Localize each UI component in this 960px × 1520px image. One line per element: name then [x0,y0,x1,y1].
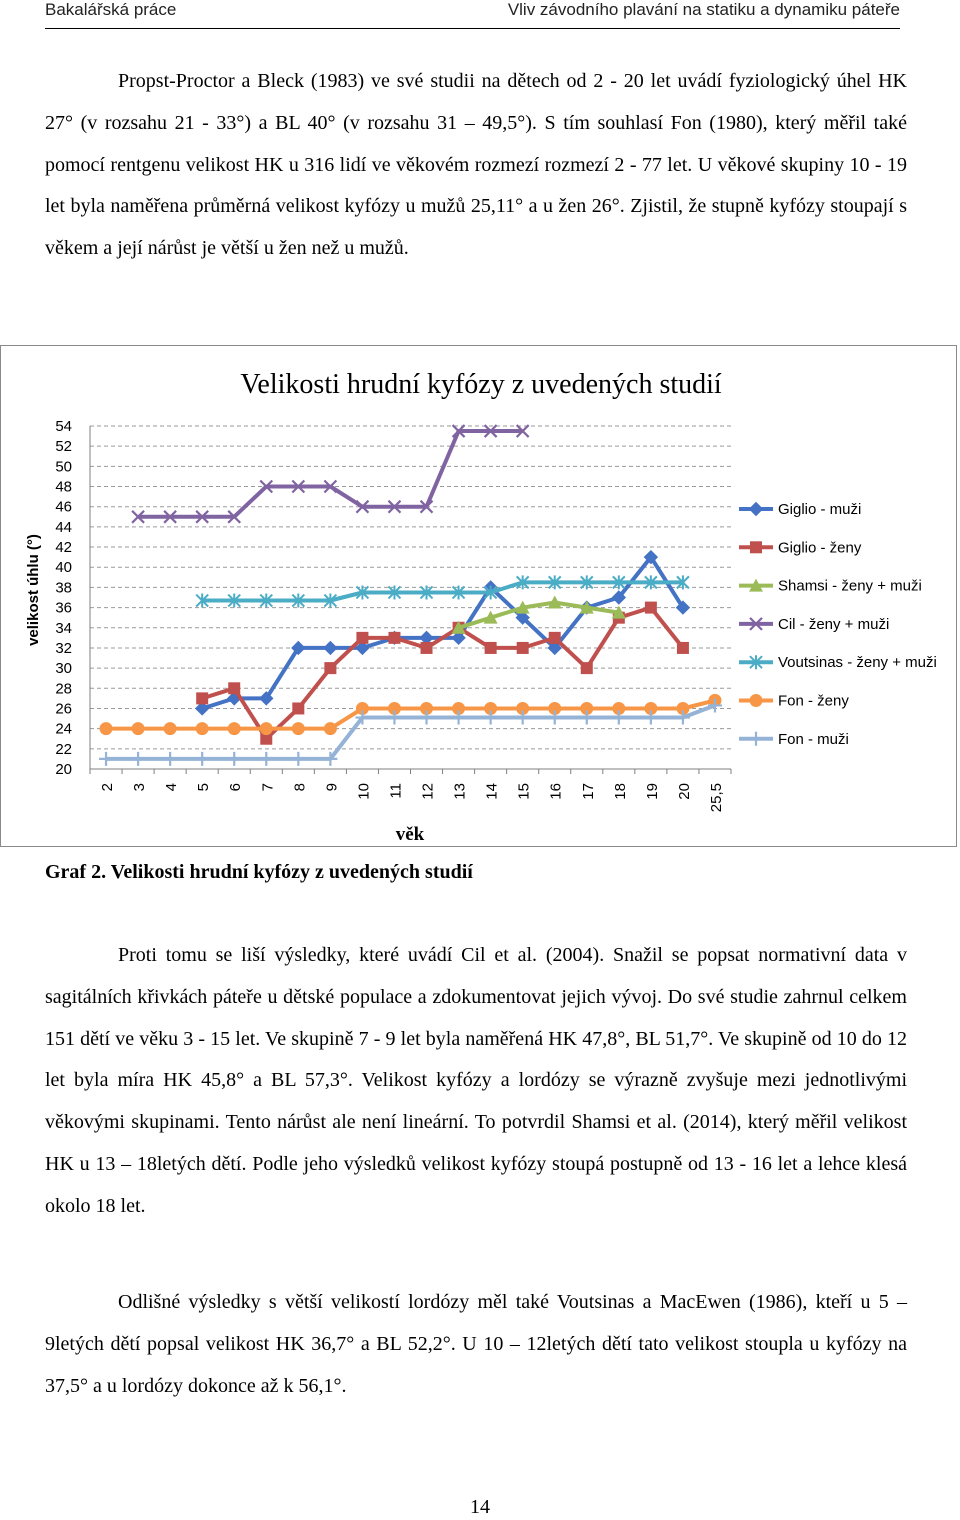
series-line-4 [202,582,683,600]
header-right-title: Vliv závodního plavání na statiku a dynamiku páteře [507,0,900,19]
y-tick-label: 28 [55,680,72,698]
chart-title: Velikosti hrudní kyfózy z uvedených studií [240,369,722,400]
y-tick-label: 38 [55,579,72,597]
series-6-point [163,752,177,766]
y-tick-label: 34 [55,619,72,637]
series-5-point [132,722,145,735]
x-tick-label: 16 [547,783,565,800]
legend-label: Giglio - muži [778,501,862,518]
x-tick-label: 7 [259,783,277,792]
x-tick-label: 13 [451,783,469,800]
series-1-point [581,662,593,674]
chart-svg [1,346,958,848]
y-tick-label: 26 [55,700,72,718]
x-tick-label: 5 [195,783,213,792]
x-tick-label: 6 [227,783,245,792]
kyphosis-chart [0,345,957,847]
series-line-3 [138,431,523,517]
legend-label: Cil - ženy + muži [778,615,890,633]
series-5-point [196,722,209,735]
y-tick-label: 42 [55,539,72,557]
y-tick-label: 30 [55,660,72,678]
y-tick-label: 44 [55,518,72,536]
page-header [45,0,900,29]
x-tick-label: 25,5 [707,783,725,813]
x-tick-label: 8 [291,783,309,792]
y-tick-label: 52 [55,438,72,456]
series-5-point [228,722,241,735]
series-6-point [291,752,305,766]
y-tick-label: 50 [55,458,72,476]
legend-label: Giglio - ženy [778,539,862,557]
x-tick-label: 20 [675,783,693,800]
x-tick-label: 2 [99,783,117,792]
x-tick-label: 3 [131,783,149,792]
x-tick-label: 4 [163,783,181,792]
paragraph-propst-proctor: Propst-Proctor a Bleck (1983) ve své studii na dětech od 2 - 20 let uvádí fyziologický úhel HK 27° (v rozsahu 21 - 33°) a BL 40° (v rozsahu 31 – 49,5°). S tím souhlasí Fon (1980), který měřil také pomocí rentgenu velikost HK u 316 lidí ve věkovém rozmezí rozmezí 2 - 77 let. U věkové skupiny 10 - 19 let byla naměřena průměrná velikost kyfózy u mužů 25,11° a u žen 26°. Zjistil, že stupně kyfózy stoupají s věkem a její nárůst je větší u žen než u mužů. [45,70,907,260]
series-6-point [259,752,273,766]
x-axis-title: věk [395,824,425,845]
y-tick-label: 20 [55,761,72,778]
series-5-point [292,722,305,735]
y-tick-label: 32 [55,639,72,657]
series-1-point [517,642,529,654]
series-6-point [131,752,145,766]
paragraph-voutsinas: Odlišné výsledky s větší velikostí lordózy měl také Voutsinas a MacEwen (1986), kteří u 5 – 9letých dětí popsal velikost HK 36,7° a BL 52,2°. U 10 – 12letých dětí tato velikost stoupla u kyfózy na 37,5° a u lordózy dokonce až k 56,1°. [45,1291,907,1397]
series-1-point [388,632,400,644]
series-1-point [549,632,561,644]
series-6-point [99,752,113,766]
y-axis-title: velikost úhlu (°) [25,534,42,646]
series-1-point [677,642,689,654]
x-tick-label: 10 [355,783,373,800]
series-1-point [485,642,497,654]
x-tick-label: 11 [387,783,405,799]
y-tick-label: 48 [55,478,72,496]
x-tick-label: 18 [611,783,629,800]
y-tick-label: 54 [55,418,72,435]
header-left-title: Bakalářská práce [45,0,177,19]
series-6-point [195,752,209,766]
legend-marker-5 [750,694,763,707]
x-tick-label: 9 [323,783,341,792]
series-1-point [228,682,240,694]
series-1-point [324,662,336,674]
x-tick-label: 14 [483,783,501,800]
legend-marker-0 [750,503,763,516]
legend-marker-6 [749,732,763,746]
legend-marker-1 [750,541,762,553]
series-5-point [260,722,273,735]
series-5-point [100,722,113,735]
series-5-point [324,722,337,735]
series-1-point [356,632,368,644]
y-tick-label: 40 [55,559,72,577]
y-tick-label: 46 [55,498,72,516]
series-1-point [645,602,657,614]
legend-label: Fon - ženy [778,692,849,710]
y-tick-label: 36 [55,599,72,617]
legend-label: Shamsi - ženy + muži [778,577,922,595]
legend-label: Fon - muži [778,730,849,748]
series-1-point [292,702,304,714]
series-1-point [421,642,433,654]
x-tick-label: 17 [579,783,597,800]
paragraph-cil: Proti tomu se liší výsledky, které uvádí Cil et al. (2004). Snažil se popsat normativní data v sagitálních křivkách páteře u dětské populace a zdokumentovat jejich vývoj. Do své studie zahrnul celkem 151 dětí ve věku 3 - 15 let. Ve skupině 7 - 9 let byla naměřená HK 47,8°, BL 51,7°. Ve skupině od 10 do 12 let byla míra HK 45,8° a BL 57,3°. Velikost kyfózy a lordózy se výrazně zvyšuje mezi jednotlivými věkovými skupinami. Tento nárůst ale není lineární. To potvrdil Shamsi et al. (2014), který měřil velikost HK u 13 – 18letých dětí. Podle jeho výsledků velikost kyfózy stoupá postupně od 13 - 16 let a lehce klesá okolo 18 let. [45,944,907,1217]
x-tick-label: 12 [419,783,437,800]
page-number: 14 [470,1496,490,1518]
y-tick-label: 24 [55,720,72,738]
series-5-point [164,722,177,735]
legend-label: Voutsinas - ženy + muži [778,654,937,672]
figure-caption: Graf 2. Velikosti hrudní kyfózy z uvedených studií [45,861,473,883]
x-tick-label: 19 [643,783,661,800]
x-tick-label: 15 [515,783,533,800]
y-tick-label: 22 [55,740,72,758]
series-1-point [196,692,208,704]
series-6-point [227,752,241,766]
series-0-point [324,641,337,654]
